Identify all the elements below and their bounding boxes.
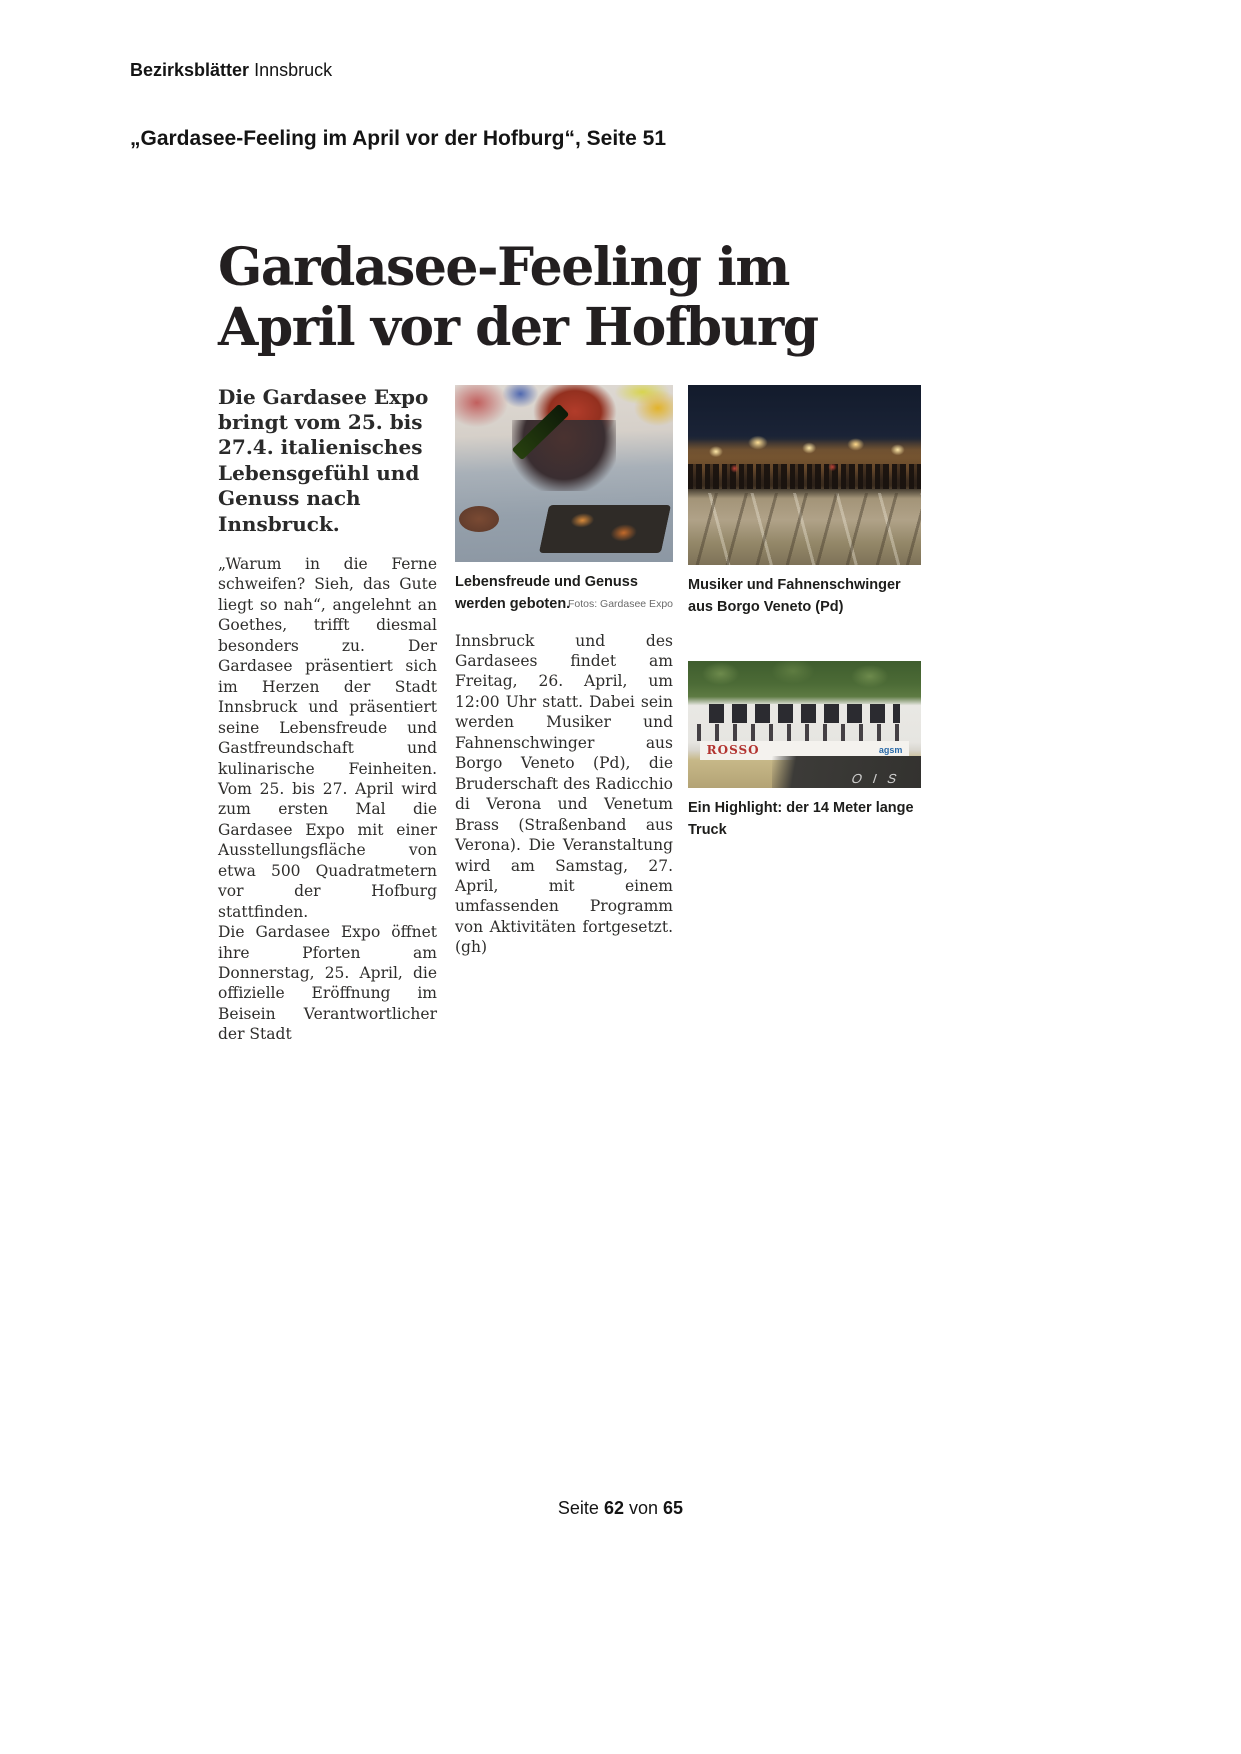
article-headline: Gardasee-Feeling im April vor der Hofburg (218, 237, 818, 359)
photo-credit: Fotos: Gardasee Expo (567, 598, 673, 611)
photo-expo-truck (688, 661, 921, 788)
publication-location: Innsbruck (254, 60, 333, 80)
page-footer (0, 1498, 1241, 1519)
footer-of: von (629, 1498, 659, 1518)
article-paragraph-3: Innsbruck und des Gardasees findet am Freitag, 26. April, um 12:00 Uhr statt. Dabei sein werden Musiker und Fahnenschwinger aus Borgo Veneto (Pd), die Bruderschaft des Radicchio di Verona und Venetum Brass (Straßenband aus Verona). Die Veranstaltung wird am Samstag, 27. April, mit einem umfassenden Programm von Aktivitäten fortgesetzt. (gh) (455, 631, 673, 957)
footer-label: Seite (557, 1498, 599, 1518)
photo-caption-1 (455, 571, 673, 616)
article-column-3 (688, 385, 921, 842)
photo-caption-2 (688, 574, 921, 619)
article-columns (218, 385, 923, 1045)
photo-detail-crowd-silhouettes (688, 464, 921, 489)
photo-detail-pavement (688, 493, 921, 565)
photo-detail-food-board (539, 505, 671, 553)
road-ground-lettering: OIS (849, 770, 910, 786)
photo-expo-tasting (455, 385, 673, 562)
photo-detail-truck-windows (709, 704, 900, 723)
truck-banner-text-agsm: agsm (878, 745, 903, 756)
photo-caption-3-text: Ein Highlight: der 14 Meter lange Truck (688, 799, 914, 839)
truck-banner-text-rosso: ROSSO (706, 743, 760, 758)
article-column-1 (218, 385, 437, 1045)
photo-detail-road (772, 756, 921, 788)
article-paragraph-2: Die Gardasee Expo öffnet ihre Pforten am Donnerstag, 25. April, die offizielle Eröffnung im Beisein Verantwortlicher der Stadt (218, 923, 437, 1044)
photo-caption-3 (688, 797, 921, 842)
photo-detail-bowl (459, 506, 499, 532)
photo-caption-1-text: Lebensfreude und Genuss werden geboten. (455, 573, 638, 613)
document-title: „Gardasee-Feeling im April vor der Hofburg“, Seite 51 (130, 127, 667, 150)
article-paragraph-1: „Warum in die Ferne schweifen? Sieh, das Gute liegt so nah“, angelehnt an Goethes, trifft diesmal besonders zu. Der Gardasee präsentiert sich im Herzen der Stadt Innsbruck und präsentiert seine Lebensfreude und Gastfreundschaft und kulinarische Feinheiten. Vom 25. bis 27. April wird zum ersten Mal die Gardasee Expo mit einer Ausstellungsfläche von etwa 500 Quadratmetern vor der Hofburg stattfinden. (218, 554, 437, 921)
photo-detail-people-silhouettes (697, 724, 911, 741)
publication-brand: Bezirksblätter (130, 60, 250, 80)
article-clipping (218, 238, 923, 1045)
photo-night-plaza-musicians (688, 385, 921, 565)
publication-header (130, 60, 332, 81)
footer-total-pages: 65 (663, 1498, 684, 1518)
photo-caption-2-text: Musiker und Fahnenschwinger aus Borgo Veneto (Pd) (688, 576, 901, 616)
article-lead: Die Gardasee Expo bringt vom 25. bis 27.4. italienisches Lebensgefühl und Genuss nach Innsbruck. (218, 384, 429, 536)
photo-detail-person (512, 420, 617, 491)
article-column-2 (455, 385, 673, 958)
footer-current-page: 62 (603, 1498, 624, 1518)
